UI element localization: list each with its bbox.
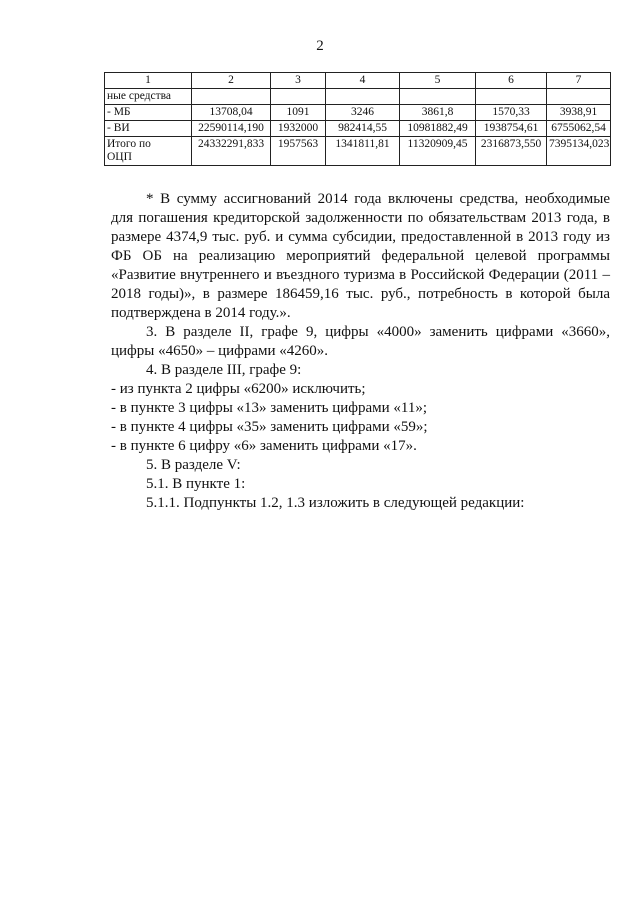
table-cell-total-label	[105, 137, 192, 166]
table-cell: 13708,04	[192, 105, 271, 121]
table-header-row	[105, 73, 611, 89]
table-cell: 22590114,190	[192, 121, 271, 137]
table-cell: 6755062,54	[547, 121, 611, 137]
item-5-paragraph: 5. В разделе V:	[146, 457, 241, 473]
table-cell: 3246	[326, 105, 400, 121]
table-cell: 1341811,81	[326, 137, 400, 166]
table-cell: 3938,91	[547, 105, 611, 121]
table-header-cell: 1	[105, 73, 192, 89]
page-number: 2	[316, 38, 324, 54]
table-cell-label: ные средства	[105, 89, 192, 105]
table-header-cell: 5	[400, 73, 476, 89]
table-cell-label: - ВИ	[105, 121, 192, 137]
item-5-1-paragraph: 5.1. В пункте 1:	[146, 476, 246, 492]
table-header-cell: 6	[476, 73, 547, 89]
item-5-1-1-paragraph: 5.1.1. Подпункты 1.2, 1.3 изложить в следующей редакции:	[146, 495, 525, 511]
table-cell	[400, 89, 476, 105]
table-header-cell: 7	[547, 73, 611, 89]
table-cell	[547, 89, 611, 105]
table-cell: 10981882,49	[400, 121, 476, 137]
table-cell	[271, 89, 326, 105]
table-cell: 1570,33	[476, 105, 547, 121]
table-header-cell: 3	[271, 73, 326, 89]
table-cell	[192, 89, 271, 105]
table-cell-label: - МБ	[105, 105, 192, 121]
table-row	[105, 121, 611, 137]
table-cell: 24332291,833	[192, 137, 271, 166]
item-4-paragraph: 4. В разделе III, графе 9:	[146, 362, 302, 378]
table-row	[105, 105, 611, 121]
budget-table	[104, 72, 611, 166]
item-4-subitem: - из пункта 2 цифры «6200» исключить;	[111, 381, 366, 397]
table-cell: 2316873,550	[476, 137, 547, 166]
table-cell: 1091	[271, 105, 326, 121]
table-cell	[476, 89, 547, 105]
table-row	[105, 89, 611, 105]
table-header-cell: 2	[192, 73, 271, 89]
table-cell: 1932000	[271, 121, 326, 137]
table-cell: 1957563	[271, 137, 326, 166]
table-cell: 7395134,023	[547, 137, 611, 166]
total-label-line: Итого по	[107, 138, 151, 150]
item-4-subitem: - в пункте 3 цифры «13» заменить цифрами «11»;	[111, 400, 428, 416]
table-cell: 1938754,61	[476, 121, 547, 137]
table-row-total	[105, 137, 611, 166]
table-cell: 982414,55	[326, 121, 400, 137]
item-4-subitem: - в пункте 4 цифры «35» заменить цифрами «59»;	[111, 419, 428, 435]
item-3-paragraph: 3. В разделе II, графе 9, цифры «4000» заменить цифрами «3660», цифры «4650» – цифрами «4260».	[111, 324, 610, 359]
table-header-cell: 4	[326, 73, 400, 89]
table-cell: 3861,8	[400, 105, 476, 121]
table-cell: 11320909,45	[400, 137, 476, 166]
table-cell	[326, 89, 400, 105]
total-label-line: ОЦП	[107, 151, 132, 163]
footnote-paragraph: * В сумму ассигнований 2014 года включены средства, необходимые для погашения кредиторской задолженности по обязательствам 2013 года, в размере 4374,9 тыс. руб. и сумма субсидии, предоставленной в 2013 году из ФБ ОБ на реализацию мероприятий федеральной целевой программы «Развитие внутреннего и въездного туризма в Российской Федерации (2011 – 2018 годы)», в размере 186459,16 тыс. руб., потребность в которой была подтверждена в 2014 году.».	[111, 191, 610, 321]
document-body	[111, 190, 610, 513]
item-4-subitem: - в пункте 6 цифру «6» заменить цифрами «17».	[111, 438, 417, 454]
